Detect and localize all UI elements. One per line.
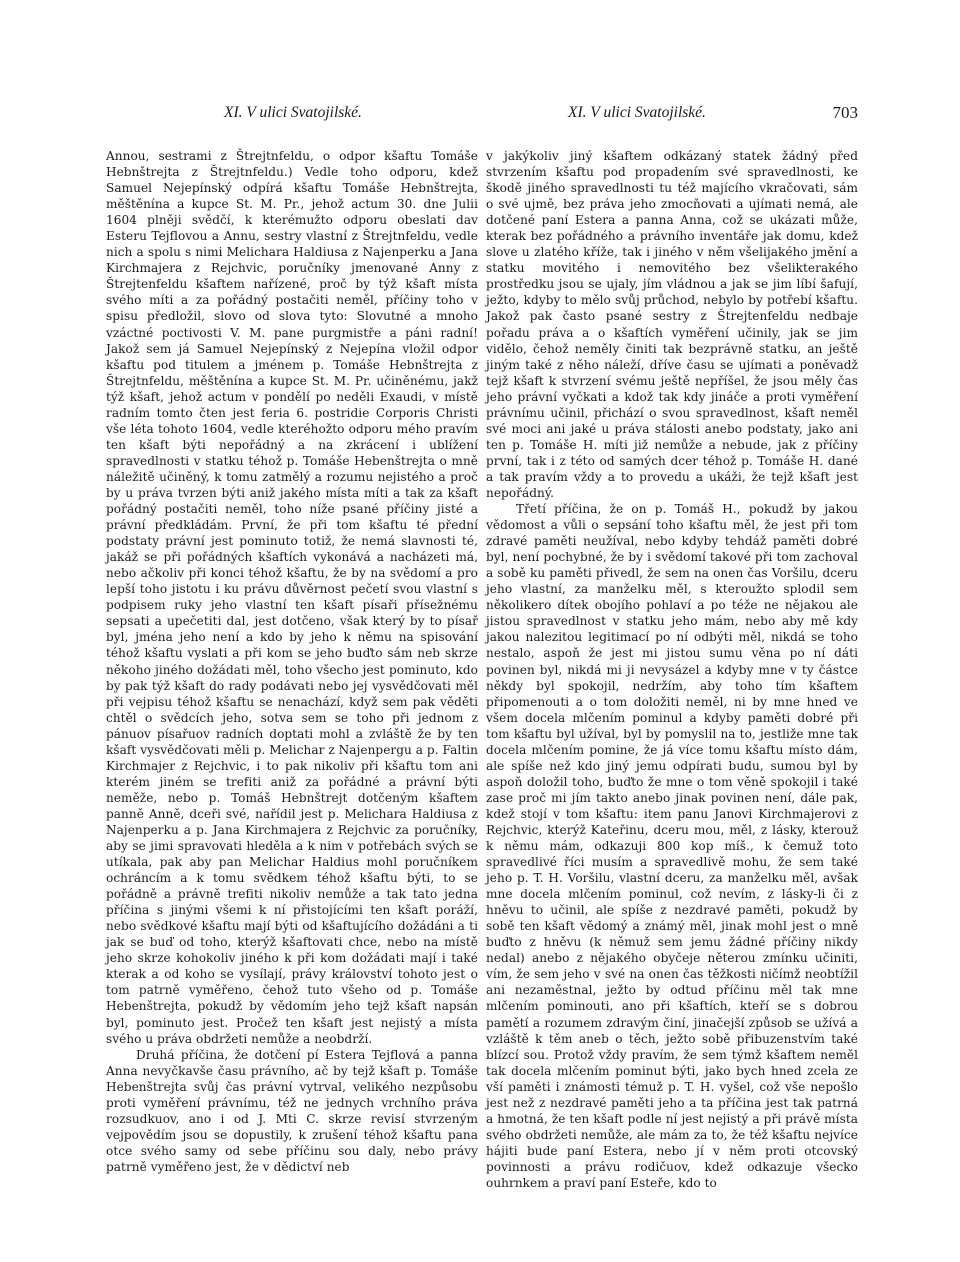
left-paragraph-1: Annou, sestrami z Štrejtnfeldu, o odpor kšaftu Tomáše Hebnštrejta z Štrejtnfeldu.) Vedle toho odporu, kdež Samuel Nejepínský odpírá kšaftu Tomáše Hebnštrejta, měštěnína a kupce St. M. Pr., jehož actum 30. dne Julii 1604 plněji svědčí, k kterémužto odporu obeslati dav Esteru Tejflovou a Annu, sestry vlastní z Štrejtnfeldu, vedle nich a spolu s nimi Melichara Haldiusa z Najenperku a Jana Kirchmajera z Rejchvic, poručníky jmenované Anny z Štrejtenfeldu kšaftem nařízené, proč by týž kšaft místa svého míti a za pořádný postačiti neměl, příčiny toho v spisu předložil, slovo od slova tyto: Slovutné a mnoho vzáctné poctivosti V. M. pane purgmistře a páni radní! Jakož sem já Samuel Nejepínský z Nejepína vložil odpor kšaftu pod titulem a jménem p. Tomáše Hebnštrejta z Štrejtnfeldu, měštěnína a kupce St. M. Pr. učiněnému, jakž týž kšaft, jehož actum v pondělí po neděli Exaudi, v místě radním tomto čten jest feria 6. postridie Corporis Christi vše léta tohoto 1604, vedle kteréhožto odporu mého pravím ten kšaft býti nepořádný a na zkrácení i ublížení spravedlnosti v statku téhož p. Tomáše Hebenštrejta o mně náležitě učiněný, k tomu zatmělý a rozumu nejistého a proč by u práva tvrzen býti aniž jakého místa míti a tak za kšaft pořádný postačiti neměl, toho níže psané příčiny jisté a právní předkládám. První, že při tom kšaftu té přední podstaty právní jest pominuto totiž, že nemá slavnosti té, jakáž se při pořádných kšaftích vykonává a nacházeti má, nebo ačkoliv při konci téhož kšaftu, že by na svědomí a pro lepší toho jistotu i ku právu důvěrnost pečetí svou vlastní s podpisem ruky jeho vlastní ten kšaft písaři přísežnému sepsati a upečetiti dal, jest dotčeno, však který by to písař byl, jména jeho není a kdo by jeho k němu na spisování téhož kšaftu vyslati a při kom se jeho buďto sám neb skrze někoho jiného dožádati měl, toho všecho jest pominuto, kdo by pak týž kšaft do rady podávati nebo jej vysvědčovati měl při vejpisu téhož kšaftu se nenachází, když sem pak věděti chtěl o svědcích jeho, sotva sem se toho při jednom z pánuov písařuov radních doptati mohl a zvláště že by ten kšaft vysvědčovati měli p. Melichar z Najenpergu a p. Faltin Kirchmajer z Rejchvic, i to pak nikoliv při kšaftu tom ani kterém jiném se trefiti aniž za pořádné a právní býti neměže, nebo p. Tomáš Hebnštrejt dotčeným kšaftem panně Anně, dceři své, nařídil jest p. Melichara Haldiusa z Najenperku a p. Jana Kirchmajera z Rejchvic za poručníky, aby se jimi spravovati hleděla a k nim v potřebách svých se utíkala, pak aby pan Melichar Haldius mohl poručníkem ochráncím a k tomu svědkem téhož kšaftu býti, to se pořádně a právně trefiti nikoliv nemůže a tak tato jedna příčina s jinými všemi k ní přistojícími ten kšaft poráží, nebo svědkové kšaftu mají býti od kšaftujícího dožádáni a ti jak se buď od toho, kterýž kšaftovati chce, nebo na místě jeho skrze kohokoliv jiného k při kom dožádati mají i také kterak a od koho se vysílají, právy království tohoto jest o tom patrně vyměřeno, čehož tuto všeho od p. Tomáše Hebenštrejta, pokudž by vědomím jeho tejž kšaft napsán byl, pominuto jest. Pročež ten kšaft jest nejistý a místa svého u práva obdržeti nemůže a neobdrží. (106, 149, 478, 1046)
left-running-header: XI. V ulici Svatojilské. (224, 104, 362, 121)
right-running-header: XI. V ulici Svatojilské. (568, 104, 706, 121)
left-text-column (106, 148, 478, 1228)
right-text-column (486, 148, 858, 1228)
right-paragraph-2: Třetí příčina, že on p. Tomáš H., pokudž by jakou vědomost a vůli o sepsání toho kšaftu měl, že jest při tom zdravé paměti neužíval, nebo kdyby tehdáž paměti dobré byl, není pochybné, že by i svědomí takové při tom zachoval a sobě ku paměti přivedl, že sem na onen čas Voršilu, dceru jeho vlastní, za manželku měl, s kteroužto splodil sem několikero dítek obojího pohlaví a po téže ne nějakou ale jistou spravedlnost v statku jeho mám, nebo aby mě kdy jakou nalezitou legitimací po ní odbýti měl, nikdá se toho nestalo, aspoň že jest mi jistou sumu věna po ní dáti povinen byl, nikdá mi ji nevysázel a kdyby mne v ty částce někdy byl spokojil, nedržím, aby toho tím kšaftem připomenouti a o tom doložiti neměl, ni by mne hned ve všem docela mlčením pominul a kdyby paměti dobré při tom kšaftu byl užíval, byl by pomyslil na to, jestliže mne tak docela mlčením pomine, že já více tomu kšaftu místo dám, ale spíše než kdo jiný jemu odpírati budu, sumou byl by aspoň doložil toho, buďto že mne o tom věně spokojil i také zase proč mi jím takto anebo jinak povinen není, dále pak, kdež stojí v tom kšaftu: item panu Janovi Kirchmajerovi z Rejchvic, kterýž Kateřinu, dceru mou, měl, z lásky, kterouž k němu mám, odkazuji 800 kop míš., k čemuž toto spravedlivé říci musím a spravedlivě mohu, že sem také jeho p. T. H. Voršilu, vlastní dceru, za manželku měl, avšak mne docela mlčením pominul, což nevím, z lásky-li či z hněvu to učinil, ale spíše z nezdravé paměti, pokudž by sobě ten kšaft vědomý a známý měl, jinak mohl jest o mně buďto z hněvu (k němuž sem jemu žádné příčiny nikdy nedal) anebo z nějakého obyčeje něterou zmínku učiniti, vím, že sem jeho v své na onen čas těžkosti ničímž neobtížil ani nezaměstnal, ježto by odtud příčinu měl tak mne mlčením pominouti, ano při kšaftích, kteří se s dobrou pamětí a rozumem zdravým činí, jinačejší způsob se užívá a vzláště k těm aneb o těch, ježto sobě přibuzenstvím také blízcí sou. Protož vždy pravím, že sem týmž kšaftem neměl tak docela mlčením pominut býti, jako bych hned zcela ze vší paměti i známosti témuž p. T. H. vyšel, což vše nepošlo jest než z nezdravé paměti jeho a ta příčina jest tak patrná a hmotná, že ten kšaft podle ní jest nejistý a při právě místa svého obdržeti nemůže, ale mám za to, že též kšaftu nejvíce hájiti bude paní Estera, nebo jí v něm proti otcovský povinnosti a právu rodičuov, kdež odkazuje všecko ouhrnkem a praví paní Esteře, kdo to (486, 502, 858, 1190)
right-paragraph-1: v jakýkoliv jiný kšaftem odkázaný statek žádný před stvrzením kšaftu pod propadením své spravedlnosti, ke škodě jiného spravedlnosti tu též majícího vkračovati, sám o své ujmě, bez práva jeho zmocňovati a ujímati nemá, ale dotčené paní Estera a panna Anna, což se ukázati může, kterak bez pořádného a právního inventáře jak domu, kdež slove u zlatého kříže, tak i jiného v něm všelijakého jmění a statku movitého i nemovitého bez všelikterakého prostředku jsou se ujaly, jím vládnou a jak se jim líbí šafují, ježto, kdyby to mělo svůj průchod, nebylo by potřebí kšaftu. Jakož pak často psané sestry z Štrejtenfeldu nedbaje pořadu práva a o kšaftích vyměření učinily, jak se jim vidělo, čehož neměly činiti tak bezprávně statku, an ještě jiným také z něho náleží, dříve času se ujímati a poněvadž tejž kšaft k stvrzení svému ještě nepříšel, že jsou měly čas jeho právní vyčkati a kdož tak kdy jináče a proti vyměření právnímu učinil, přichází o svou spravedlnost, kšaft neměl své moci ani jaké u práva stálosti anebo podstaty, jako ani ten p. Tomáše H. míti již nemůže a nebude, jak z příčiny první, tak i z této od samých dcer téhož p. Tomáše H. dané a tak pravím vždy a to provedu a ukáži, že tejž kšaft jest nepořádný. (486, 149, 858, 500)
left-paragraph-2: Druhá příčina, že dotčení pí Estera Tejflová a panna Anna nevyčkavše času právního, ač by tejž kšaft p. Tomáše Hebenštrejta svůj čas právní vytrval, velikého nezpůsobu proti vyměření právnímu, též ne jednych vrchního práva rozsudkuov, ano i od J. Mti C. skrze revisí stvrzeným vejpovědím jsou se dopustily, k zrušení téhož kšaftu pana otce svého samy od sebe příčinu sou daly, nebo právy patrně vyměřeno jest, že v dědictví neb (106, 1047, 478, 1174)
page-number: 703 (832, 103, 858, 122)
